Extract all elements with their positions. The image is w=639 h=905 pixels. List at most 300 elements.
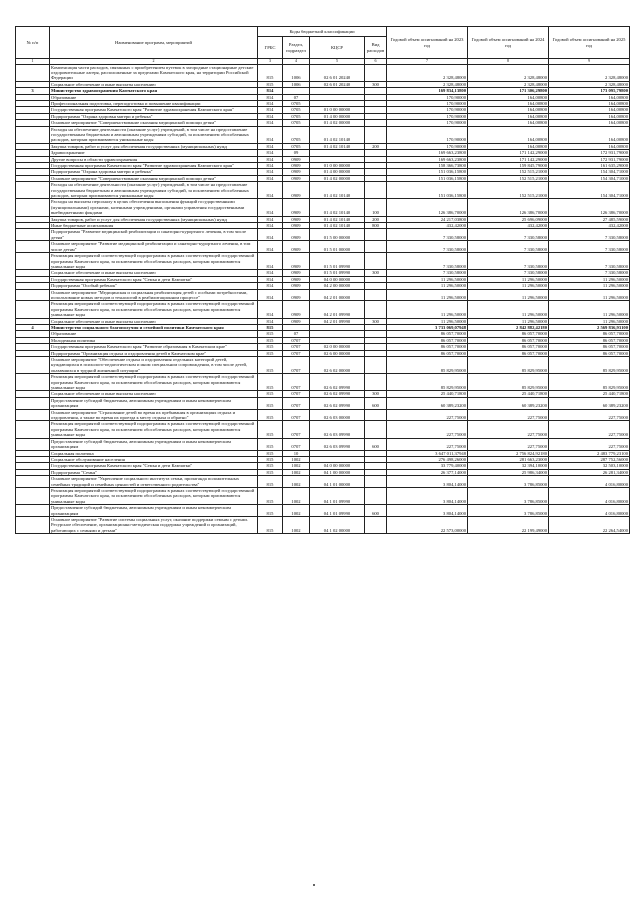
cell-ksr: 04 2 00 00000	[310, 283, 365, 289]
cell-name: Основное мероприятие "Обеспечение отдыха и оздоровления отдельных категорий детей, нуждающихся в психолого-педагогическом и ином специальном сопровождении, в том числе детей, оказавшихся в трудной жизненной ситуации"	[50, 357, 258, 374]
cell-vid	[365, 301, 387, 318]
cell-amount-2024: 7 330,58000	[468, 253, 549, 270]
cell-name: Расходы на обеспечение деятельности (оказание услуг) учреждений, в том числе на предоставление государственным бюджетным и автономным учреждениям субсидий, за исключением обособленных расходов, которым присваиваются уникальные коды	[50, 126, 258, 143]
cell-name: Подпрограмма "Семья"	[50, 469, 258, 475]
cell-razdel: 1006	[283, 64, 310, 81]
cell-amount-2023: 2 328,48000	[387, 64, 468, 81]
page-mark	[313, 884, 315, 886]
header-razdel: Раздел, подраздел	[283, 37, 310, 59]
cell-name: Основное мероприятие "Совершенствование оказания медицинской помощи детям"	[50, 175, 258, 181]
cell-amount-2023: 158 366,73800	[387, 163, 468, 169]
cell-amount-2025: 227,75000	[549, 409, 630, 421]
cell-amount-2024: 86 057,70000	[468, 350, 549, 356]
table-row	[16, 476, 630, 488]
cell-amount-2024: 32 394,10000	[468, 463, 549, 469]
cell-amount-2025: 7 330,58000	[549, 241, 630, 253]
col-index: 7	[387, 59, 468, 65]
cell-razdel: 0909	[283, 163, 310, 169]
cell-amount-2023: 227,75000	[387, 421, 468, 438]
cell-amount-2023: 7 330,58000	[387, 253, 468, 270]
cell-amount-2023: 24 217,03800	[387, 216, 468, 222]
cell-amount-2023: 33 779,40000	[387, 463, 468, 469]
cell-ksr: 01 0 00 00000	[310, 107, 365, 113]
cell-number: 3	[16, 88, 50, 94]
cell-amount-2023: 7 330,58000	[387, 229, 468, 241]
cell-razdel: 0705	[283, 126, 310, 143]
table-row	[16, 253, 630, 270]
table-row	[16, 505, 630, 517]
cell-ksr: 04 2 01 09990	[310, 301, 365, 318]
cell-amount-2024: 171 142,29000	[468, 156, 549, 162]
cell-amount-2025: 11 296,50000	[549, 318, 630, 324]
cell-amount-2025: 32 503,10000	[549, 463, 630, 469]
cell-amount-2023: 26 377,14000	[387, 469, 468, 475]
cell-number	[16, 421, 50, 438]
cell-ksr: 01 0 00 00000	[310, 163, 365, 169]
cell-vid: 300	[365, 270, 387, 276]
cell-amount-2023: 86 057,70000	[387, 344, 468, 350]
cell-amount-2025: 25 440,71800	[549, 391, 630, 397]
cell-ksr: 01 4 02 00000	[310, 175, 365, 181]
cell-razdel: 0909	[283, 301, 310, 318]
cell-amount-2024: 7 330,58000	[468, 270, 549, 276]
cell-amount-2025: 11 296,50000	[549, 301, 630, 318]
cell-amount-2023: 170,90000	[387, 100, 468, 106]
cell-name: Социальная политика	[50, 450, 258, 456]
cell-grbs: 815	[258, 487, 283, 504]
cell-amount-2023: 86 057,70000	[387, 331, 468, 337]
cell-amount-2023: 170,90000	[387, 126, 468, 143]
cell-vid	[365, 289, 387, 301]
col-index: 5	[310, 59, 365, 65]
cell-name: Здравоохранение	[50, 150, 258, 156]
cell-grbs: 814	[258, 301, 283, 318]
header-ksr: КЦСР	[310, 37, 365, 59]
cell-amount-2024: 171 142,29000	[468, 150, 549, 156]
cell-amount-2025: 4 016,80000	[549, 476, 630, 488]
cell-grbs: 814	[258, 88, 283, 94]
cell-amount-2024: 159 845,79000	[468, 163, 549, 169]
cell-amount-2025: 2 328,48000	[549, 81, 630, 87]
cell-number	[16, 241, 50, 253]
cell-amount-2024: 86 057,70000	[468, 344, 549, 350]
cell-grbs: 815	[258, 337, 283, 343]
table-row	[16, 64, 630, 81]
cell-name: Реализация мероприятий соответствующей подпрограммы в рамках соответствующей государственной программы Камчатского края, за исключением обособленных расходов, которым присваиваются уникальные коды	[50, 301, 258, 318]
cell-amount-2025: 4 016,80000	[549, 487, 630, 504]
cell-grbs: 814	[258, 318, 283, 324]
cell-name: Основное мероприятие "Развитие системы социальных услуг, оказание поддержки семьям с детьми. Ресурсное обеспечение, организационно-методическая поддержка учреждений и организаций, работающих с семьями и детьми"	[50, 516, 258, 533]
cell-number	[16, 289, 50, 301]
header-2025: Годовой объем ассигнований на 2025 год	[549, 27, 630, 59]
header-classification: Коды бюджетной классификации	[258, 27, 387, 37]
cell-grbs: 815	[258, 397, 283, 409]
cell-amount-2025: 227,75000	[549, 438, 630, 450]
cell-amount-2023: 276 498,26000	[387, 456, 468, 462]
cell-grbs: 815	[258, 421, 283, 438]
cell-razdel: 0705	[283, 143, 310, 149]
cell-amount-2024: 164,00800	[468, 94, 549, 100]
cell-amount-2025: 154 304,71000	[549, 169, 630, 175]
cell-grbs: 815	[258, 516, 283, 533]
budget-allocation-table	[15, 26, 630, 534]
cell-vid	[365, 253, 387, 270]
cell-ksr: 01 5 00 00000	[310, 229, 365, 241]
cell-vid	[365, 126, 387, 143]
cell-amount-2025: 164,00800	[549, 107, 630, 113]
cell-ksr: 02 6 01 20240	[310, 64, 365, 81]
cell-amount-2023: 169 834,13800	[387, 88, 468, 94]
cell-razdel: 1006	[283, 81, 310, 87]
cell-vid	[365, 374, 387, 391]
cell-ksr: 01 4 02 10140	[310, 143, 365, 149]
cell-razdel: 0707	[283, 374, 310, 391]
cell-amount-2024: 164,00800	[468, 120, 549, 126]
cell-amount-2025: 287 752,56000	[549, 456, 630, 462]
cell-razdel: 1002	[283, 516, 310, 533]
cell-ksr: 04 0 00 00000	[310, 276, 365, 282]
cell-grbs: 814	[258, 276, 283, 282]
cell-name: Предоставление субсидий бюджетным, автономным учреждениям и иным некоммерческим организациям	[50, 438, 258, 450]
cell-number	[16, 357, 50, 374]
cell-amount-2025: 164,00800	[549, 94, 630, 100]
cell-amount-2025: 11 296,50000	[549, 276, 630, 282]
cell-ksr: 02 6 01 20240	[310, 81, 365, 87]
cell-ksr: 01 5 01 09990	[310, 253, 365, 270]
cell-grbs: 814	[258, 241, 283, 253]
header-num: № п/п	[16, 27, 50, 59]
cell-amount-2024: 85 829,95000	[468, 374, 549, 391]
cell-grbs: 815	[258, 505, 283, 517]
cell-razdel: 0909	[283, 229, 310, 241]
cell-amount-2025: 173 095,79800	[549, 88, 630, 94]
table-row	[16, 301, 630, 318]
cell-number	[16, 397, 50, 409]
cell-amount-2023: 170,90000	[387, 94, 468, 100]
cell-amount-2025: 164,00800	[549, 126, 630, 143]
cell-amount-2023: 11 296,50000	[387, 318, 468, 324]
table-row	[16, 126, 630, 143]
cell-amount-2023: 7 330,58000	[387, 241, 468, 253]
cell-amount-2023: 151 036,15800	[387, 175, 468, 181]
cell-amount-2023: 7 330,58000	[387, 270, 468, 276]
header-name: Наименование программ, мероприятий	[50, 27, 258, 59]
cell-amount-2024: 2 756 824,92180	[468, 450, 549, 456]
cell-razdel: 1002	[283, 476, 310, 488]
cell-grbs: 815	[258, 64, 283, 81]
cell-name: Подпрограмма "Организация отдыха и оздоровления детей в Камчатском крае"	[50, 350, 258, 356]
cell-razdel: 0705	[283, 107, 310, 113]
cell-grbs: 815	[258, 476, 283, 488]
cell-amount-2023: 85 829,95000	[387, 357, 468, 374]
cell-razdel: 0909	[283, 283, 310, 289]
cell-grbs: 814	[258, 199, 283, 216]
cell-grbs: 814	[258, 253, 283, 270]
table-row	[16, 357, 630, 374]
cell-amount-2025: 85 829,95000	[549, 357, 630, 374]
cell-razdel: 0909	[283, 289, 310, 301]
cell-grbs: 814	[258, 175, 283, 181]
cell-amount-2024: 25 440,71800	[468, 391, 549, 397]
cell-amount-2023: 85 829,95000	[387, 374, 468, 391]
cell-name: Расходы на выплаты персоналу в целях обеспечения выполнения функций государственными (муниципальными) органами, казенными учреждениями, органами управления государственными внебюджетными фондами	[50, 199, 258, 216]
cell-grbs: 815	[258, 450, 283, 456]
cell-number	[16, 182, 50, 199]
cell-name: Подпрограмма "Охрана здоровья матери и ребенка"	[50, 169, 258, 175]
cell-amount-2023: 3 804,14000	[387, 487, 468, 504]
cell-razdel: 0707	[283, 357, 310, 374]
cell-amount-2023: 3 804,14000	[387, 476, 468, 488]
cell-vid	[365, 241, 387, 253]
cell-amount-2023: 86 057,70000	[387, 337, 468, 343]
cell-grbs: 814	[258, 163, 283, 169]
cell-grbs: 814	[258, 229, 283, 241]
cell-amount-2025: 7 330,58000	[549, 270, 630, 276]
cell-number	[16, 253, 50, 270]
cell-amount-2023: 11 296,50000	[387, 276, 468, 282]
table-row	[16, 199, 630, 216]
col-index: 4	[283, 59, 310, 65]
cell-grbs: 815	[258, 463, 283, 469]
cell-name: Социальное обеспечение и иные выплаты населению	[50, 81, 258, 87]
cell-name: Подпрограмма "Особый ребенок"	[50, 283, 258, 289]
cell-amount-2023: 126 386,70000	[387, 199, 468, 216]
cell-amount-2024: 126 386,70000	[468, 199, 549, 216]
cell-razdel: 09	[283, 150, 310, 156]
cell-amount-2025: 164,00800	[549, 143, 630, 149]
cell-amount-2024: 152 515,21000	[468, 169, 549, 175]
cell-vid	[365, 229, 387, 241]
cell-grbs: 814	[258, 270, 283, 276]
cell-amount-2024: 2 328,48000	[468, 64, 549, 81]
cell-amount-2024: 7 330,58000	[468, 241, 549, 253]
cell-number	[16, 229, 50, 241]
cell-amount-2023: 151 036,15800	[387, 182, 468, 199]
cell-amount-2024: 152 515,21000	[468, 182, 549, 199]
table-row	[16, 229, 630, 241]
cell-razdel: 0909	[283, 199, 310, 216]
cell-vid	[365, 421, 387, 438]
cell-amount-2025: 227,75000	[549, 421, 630, 438]
cell-amount-2024: 164,00800	[468, 100, 549, 106]
cell-name: Социальное обслуживание населения	[50, 456, 258, 462]
cell-ksr: 02 0 00 00000	[310, 344, 365, 350]
cell-name: Основное мероприятие "Совершенствование оказания медицинской помощи детям"	[50, 120, 258, 126]
cell-amount-2025: 154 304,71000	[549, 182, 630, 199]
header-2023: Годовой объем ассигнований на 2023 год	[387, 27, 468, 59]
cell-amount-2024: 171 306,29800	[468, 88, 549, 94]
cell-ksr: 01 4 02 10140	[310, 182, 365, 199]
cell-grbs: 815	[258, 469, 283, 475]
cell-grbs: 814	[258, 156, 283, 162]
cell-amount-2024: 85 829,95000	[468, 357, 549, 374]
cell-amount-2024: 86 057,70000	[468, 331, 549, 337]
cell-amount-2025: 22 264,54000	[549, 516, 630, 533]
cell-amount-2023: 2 328,48000	[387, 81, 468, 87]
cell-vid: 300	[365, 81, 387, 87]
cell-name: Государственная программа Камчатского края "Развитие здравоохранения Камчатского края"	[50, 107, 258, 113]
cell-name: Министерство здравоохранения Камчатского края	[50, 88, 258, 94]
cell-name: Реализация мероприятий соответствующей подпрограммы в рамках соответствующей государственной программы Камчатского края, за исключением обособленных расходов, которым присваиваются уникальные коды	[50, 253, 258, 270]
cell-amount-2024: 11 296,50000	[468, 283, 549, 289]
cell-amount-2024: 281 663,23000	[468, 456, 549, 462]
cell-name: Предоставление субсидий бюджетным, автономным учреждениям и иным некоммерческим организациям	[50, 505, 258, 517]
cell-razdel: 0909	[283, 182, 310, 199]
cell-amount-2024: 164,00800	[468, 143, 549, 149]
cell-amount-2025: 172 931,79000	[549, 150, 630, 156]
cell-razdel: 1002	[283, 456, 310, 462]
cell-amount-2023: 170,90000	[387, 107, 468, 113]
header-vid: Вид расходов	[365, 37, 387, 59]
cell-grbs: 815	[258, 456, 283, 462]
table-row	[16, 516, 630, 533]
cell-amount-2024: 3 786,85000	[468, 476, 549, 488]
cell-razdel: 0707	[283, 397, 310, 409]
cell-razdel: 0909	[283, 270, 310, 276]
cell-razdel: 0705	[283, 120, 310, 126]
budget-table-page	[15, 26, 629, 534]
cell-amount-2025: 164,00800	[549, 100, 630, 106]
cell-amount-2025: 11 296,50000	[549, 289, 630, 301]
cell-amount-2025: 4 016,80000	[549, 505, 630, 517]
cell-razdel: 0707	[283, 438, 310, 450]
cell-grbs: 815	[258, 350, 283, 356]
cell-razdel: 1002	[283, 463, 310, 469]
cell-amount-2023: 227,75000	[387, 409, 468, 421]
cell-razdel: 0707	[283, 337, 310, 343]
cell-name: Профессиональная подготовка, переподготовка и повышение квалификации	[50, 100, 258, 106]
cell-amount-2023: 169 663,23800	[387, 150, 468, 156]
header-grbs: ГРБС	[258, 37, 283, 59]
cell-amount-2024: 7 330,58000	[468, 229, 549, 241]
cell-amount-2023: 3 647 011,37948	[387, 450, 468, 456]
cell-name: Основное мероприятие "Укрепление социального института семьи, пропаганда положительных семейных традиций и семейных ценностей и ответственного родительства"	[50, 476, 258, 488]
table-row	[16, 374, 630, 391]
cell-razdel: 1002	[283, 469, 310, 475]
cell-razdel: 0707	[283, 391, 310, 397]
cell-grbs: 814	[258, 150, 283, 156]
cell-name: Государственная программа Камчатского края "Семья и дети Камчатки"	[50, 276, 258, 282]
cell-ksr: 01 4 02 10140	[310, 126, 365, 143]
cell-name: Социальное обеспечение и иные выплаты населению	[50, 270, 258, 276]
cell-grbs: 815	[258, 374, 283, 391]
cell-ksr: 02 6 02 09990	[310, 374, 365, 391]
cell-amount-2025: 164,00800	[549, 120, 630, 126]
cell-name: Предоставление субсидий бюджетным, автономным учреждениям и иным некоммерческим организациям	[50, 397, 258, 409]
cell-ksr: 01 5 01 09990	[310, 270, 365, 276]
cell-amount-2025: 164,00800	[549, 113, 630, 119]
cell-vid: 100	[365, 199, 387, 216]
cell-amount-2023: 170,90000	[387, 143, 468, 149]
cell-razdel: 0909	[283, 318, 310, 324]
cell-vid	[365, 476, 387, 488]
cell-razdel: 0707	[283, 421, 310, 438]
cell-ksr: 01 4 00 00000	[310, 169, 365, 175]
cell-amount-2025: 7 330,58000	[549, 229, 630, 241]
cell-amount-2023: 169 663,23800	[387, 156, 468, 162]
cell-razdel: 0909	[283, 241, 310, 253]
cell-ksr: 02 6 00 00000	[310, 350, 365, 356]
cell-grbs: 814	[258, 283, 283, 289]
table-row	[16, 409, 630, 421]
cell-amount-2024: 22 199,49000	[468, 516, 549, 533]
cell-amount-2025: 85 829,95000	[549, 374, 630, 391]
cell-amount-2025: 86 057,70000	[549, 337, 630, 343]
cell-name: Подпрограмма "Охрана здоровья матери и ребенка"	[50, 113, 258, 119]
cell-name: Закупка товаров, работ и услуг для обеспечения государственных (муниципальных) нужд	[50, 143, 258, 149]
cell-amount-2025: 11 296,50000	[549, 283, 630, 289]
cell-ksr: 04 1 00 00000	[310, 469, 365, 475]
cell-amount-2025: 2 483 779,23100	[549, 450, 630, 456]
cell-razdel: 1002	[283, 487, 310, 504]
cell-grbs: 814	[258, 223, 283, 229]
cell-amount-2023: 11 296,50000	[387, 283, 468, 289]
cell-grbs: 814	[258, 100, 283, 106]
cell-amount-2023: 3 733 069,07948	[387, 324, 468, 330]
cell-amount-2025: 126 386,70000	[549, 199, 630, 216]
cell-name: Компенсация части расходов, связанных с приобретением путевок в загородные стационарные детские оздоровительные лагеря, расположенные за пределами Камчатского края, на территории Российской Федерации	[50, 64, 258, 81]
cell-grbs: 814	[258, 107, 283, 113]
cell-ksr: 02 6 03 00000	[310, 409, 365, 421]
cell-ksr: 04 0 00 00000	[310, 463, 365, 469]
cell-name: Закупка товаров, работ и услуг для обеспечения государственных (муниципальных) нужд	[50, 216, 258, 222]
cell-amount-2025: 27 485,59000	[549, 216, 630, 222]
cell-grbs: 814	[258, 143, 283, 149]
cell-grbs: 815	[258, 81, 283, 87]
cell-number	[16, 126, 50, 143]
cell-vid	[365, 182, 387, 199]
table-row	[16, 289, 630, 301]
cell-amount-2024: 86 057,70000	[468, 337, 549, 343]
cell-amount-2023: 170,90000	[387, 120, 468, 126]
cell-amount-2025: 154 304,71000	[549, 175, 630, 181]
cell-name: Расходы на обеспечение деятельности (оказание услуг) учреждений, в том числе на предоставление государственным бюджетным и автономным учреждениям субсидий, за исключением обособленных расходов, которым присваиваются уникальные коды	[50, 182, 258, 199]
cell-amount-2025: 172 931,79000	[549, 156, 630, 162]
cell-razdel: 10	[283, 450, 310, 456]
cell-amount-2024: 432,42000	[468, 223, 549, 229]
cell-name: Иные бюджетные ассигнования	[50, 223, 258, 229]
cell-name: Другие вопросы в области здравоохранения	[50, 156, 258, 162]
cell-amount-2023: 22 573,00000	[387, 516, 468, 533]
cell-grbs: 815	[258, 391, 283, 397]
cell-ksr: 02 6 02 00000	[310, 357, 365, 374]
cell-grbs: 815	[258, 324, 283, 330]
cell-ksr: 04 2 01 09990	[310, 318, 365, 324]
cell-name: Основное мероприятие "Медицинская и социальная реабилитация детей с особыми потребностями, использование новых методов и технологий в реабилитационном процессе"	[50, 289, 258, 301]
cell-amount-2023: 151 036,15800	[387, 169, 468, 175]
cell-grbs: 814	[258, 216, 283, 222]
cell-amount-2023: 432,42000	[387, 223, 468, 229]
cell-grbs: 814	[258, 289, 283, 301]
cell-grbs: 814	[258, 169, 283, 175]
cell-amount-2024: 227,75000	[468, 421, 549, 438]
cell-name: Государственная программа Камчатского края "Развитие здравоохранения Камчатского края"	[50, 163, 258, 169]
cell-amount-2024: 164,00800	[468, 107, 549, 113]
cell-grbs: 815	[258, 409, 283, 421]
cell-amount-2024: 11 296,50000	[468, 318, 549, 324]
cell-ksr: 01 4 02 10140	[310, 199, 365, 216]
cell-vid	[365, 409, 387, 421]
cell-amount-2023: 170,90000	[387, 113, 468, 119]
table-row	[16, 421, 630, 438]
cell-grbs: 814	[258, 182, 283, 199]
cell-amount-2023: 227,75000	[387, 438, 468, 450]
cell-number	[16, 516, 50, 533]
cell-name: Образование	[50, 331, 258, 337]
cell-amount-2025: 86 057,70000	[549, 350, 630, 356]
cell-ksr: 04 1 01 09990	[310, 505, 365, 517]
cell-name: Социальное обеспечение и иные выплаты населению	[50, 391, 258, 397]
